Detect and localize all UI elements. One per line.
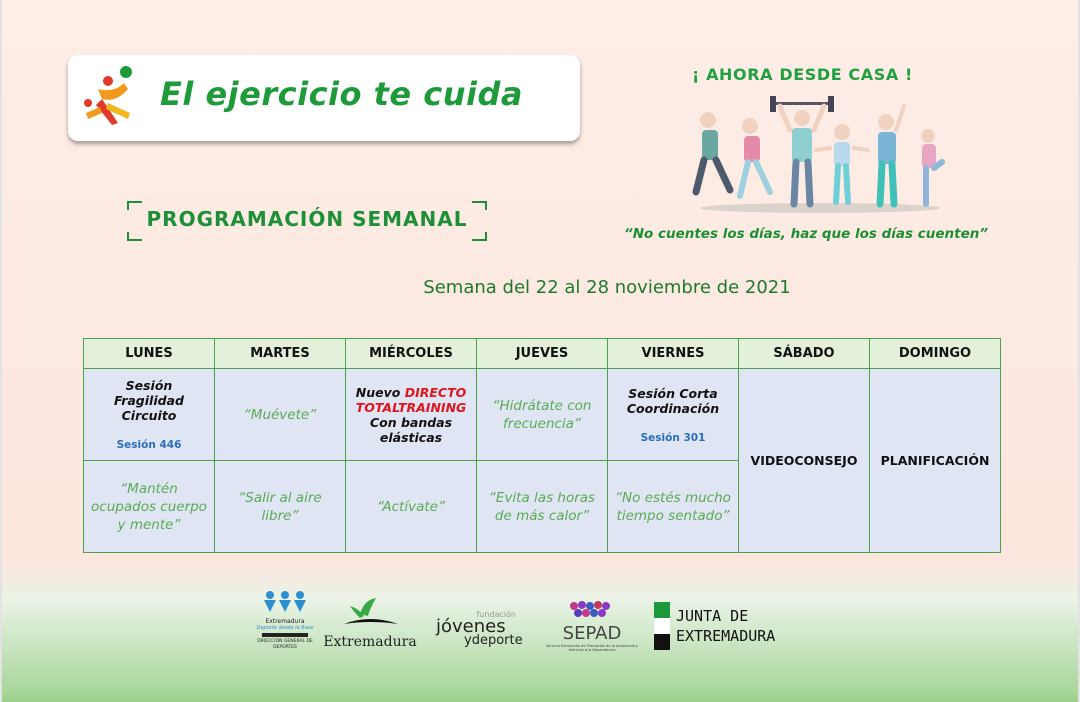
logo-junta-extremadura bbox=[654, 602, 794, 652]
tip-text: “Salir al aire libre” bbox=[238, 489, 322, 524]
logo1-slogan: Deporte desde la Base bbox=[256, 625, 314, 631]
day-header-domingo: DOMINGO bbox=[870, 339, 1001, 369]
leaf-swoosh-icon bbox=[320, 594, 420, 630]
day-header-viernes: VIERNES bbox=[608, 339, 739, 369]
cell-lunes-tip bbox=[84, 461, 215, 553]
cell-jueves-tip bbox=[477, 369, 608, 461]
tagline: ¡ AHORA DESDE CASA ! bbox=[692, 65, 913, 84]
logo4-text: SEPAD bbox=[562, 623, 622, 644]
brand-title: El ejercicio te cuida bbox=[160, 75, 523, 113]
cell-lunes-session bbox=[84, 369, 215, 461]
cell-viernes-tip bbox=[608, 461, 739, 553]
domingo-activity: PLANIFICACIÓN bbox=[880, 452, 990, 468]
day-header-lunes: LUNES bbox=[84, 339, 215, 369]
motivational-quote: “No cuentes los días, haz que los días cuenten” bbox=[624, 226, 989, 242]
logo5-line1: JUNTA DE bbox=[676, 607, 749, 625]
logo-jovenes-deporte bbox=[436, 610, 536, 650]
tip-text: “No estés mucho tiempo sentado” bbox=[615, 489, 731, 524]
logo1-bottom: DIRECCIÓN GENERAL DE DEPORTES bbox=[257, 639, 313, 650]
weekly-schedule-table bbox=[83, 338, 1001, 553]
tip-text: “Mantén ocupados cuerpo y mente” bbox=[91, 480, 207, 533]
cell-jueves-tip-2 bbox=[477, 461, 608, 553]
cell-viernes-session bbox=[608, 369, 739, 461]
logo-sepad bbox=[542, 600, 642, 654]
logo-deportes-extremadura bbox=[256, 590, 314, 660]
logo3-top: fundación bbox=[476, 610, 516, 619]
session-title: Sesión Corta Coordinación bbox=[626, 385, 720, 416]
cell-miercoles-tip bbox=[346, 461, 477, 553]
logo3-main: jóvenes bbox=[436, 616, 506, 637]
cell-miercoles-live bbox=[346, 369, 477, 461]
logo3-sub: ydeporte bbox=[464, 633, 523, 648]
dots-cluster-icon bbox=[542, 600, 642, 620]
cell-martes-tip bbox=[215, 369, 346, 461]
table-row bbox=[84, 369, 1001, 461]
exercising-seniors-illustration bbox=[690, 92, 950, 214]
logo4-sub: Servicio Extremeño de Promoción de la Autonomía y Atención a la Dependencia bbox=[545, 644, 639, 652]
running-figure-logo-icon bbox=[78, 63, 142, 129]
table-header-row bbox=[84, 339, 1001, 369]
tip-text: “Actívate” bbox=[377, 498, 445, 515]
live-prefix: Nuevo bbox=[355, 384, 405, 400]
live-subtitle: Con bandas elásticas bbox=[369, 414, 453, 445]
sabado-activity: VIDEOCONSEJO bbox=[750, 452, 858, 468]
section-title-box bbox=[122, 198, 492, 244]
session-number: Sesión 301 bbox=[640, 431, 706, 444]
day-header-jueves: JUEVES bbox=[477, 339, 608, 369]
cell-martes-tip-2 bbox=[215, 461, 346, 553]
live-label: DIRECTO TOTALTRAINING bbox=[355, 384, 467, 415]
cell-domingo bbox=[870, 369, 1001, 553]
section-title: PROGRAMACIÓN SEMANAL bbox=[146, 207, 468, 231]
logo-extremadura bbox=[320, 594, 420, 654]
day-header-sabado: SÁBADO bbox=[739, 339, 870, 369]
day-header-miercoles: MIÉRCOLES bbox=[346, 339, 477, 369]
day-header-martes: MARTES bbox=[215, 339, 346, 369]
session-title: Sesión Fragilidad Circuito bbox=[114, 378, 184, 423]
children-figures-icon bbox=[256, 590, 314, 614]
logo2-text: Extremadura bbox=[323, 634, 417, 650]
tip-text: “Hidrátate con frecuencia” bbox=[492, 397, 592, 432]
flag-icon bbox=[654, 602, 670, 652]
brand-card bbox=[68, 55, 580, 141]
cell-sabado bbox=[739, 369, 870, 553]
session-number: Sesión 446 bbox=[116, 439, 182, 451]
logo5-line2: EXTREMADURA bbox=[676, 627, 776, 645]
week-label: Semana del 22 al 28 noviembre de 2021 bbox=[423, 277, 791, 298]
tip-text: “Evita las horas de más calor” bbox=[488, 489, 596, 524]
tip-text: “Muévete” bbox=[243, 406, 317, 423]
logo1-top: Extremadura bbox=[265, 618, 305, 625]
